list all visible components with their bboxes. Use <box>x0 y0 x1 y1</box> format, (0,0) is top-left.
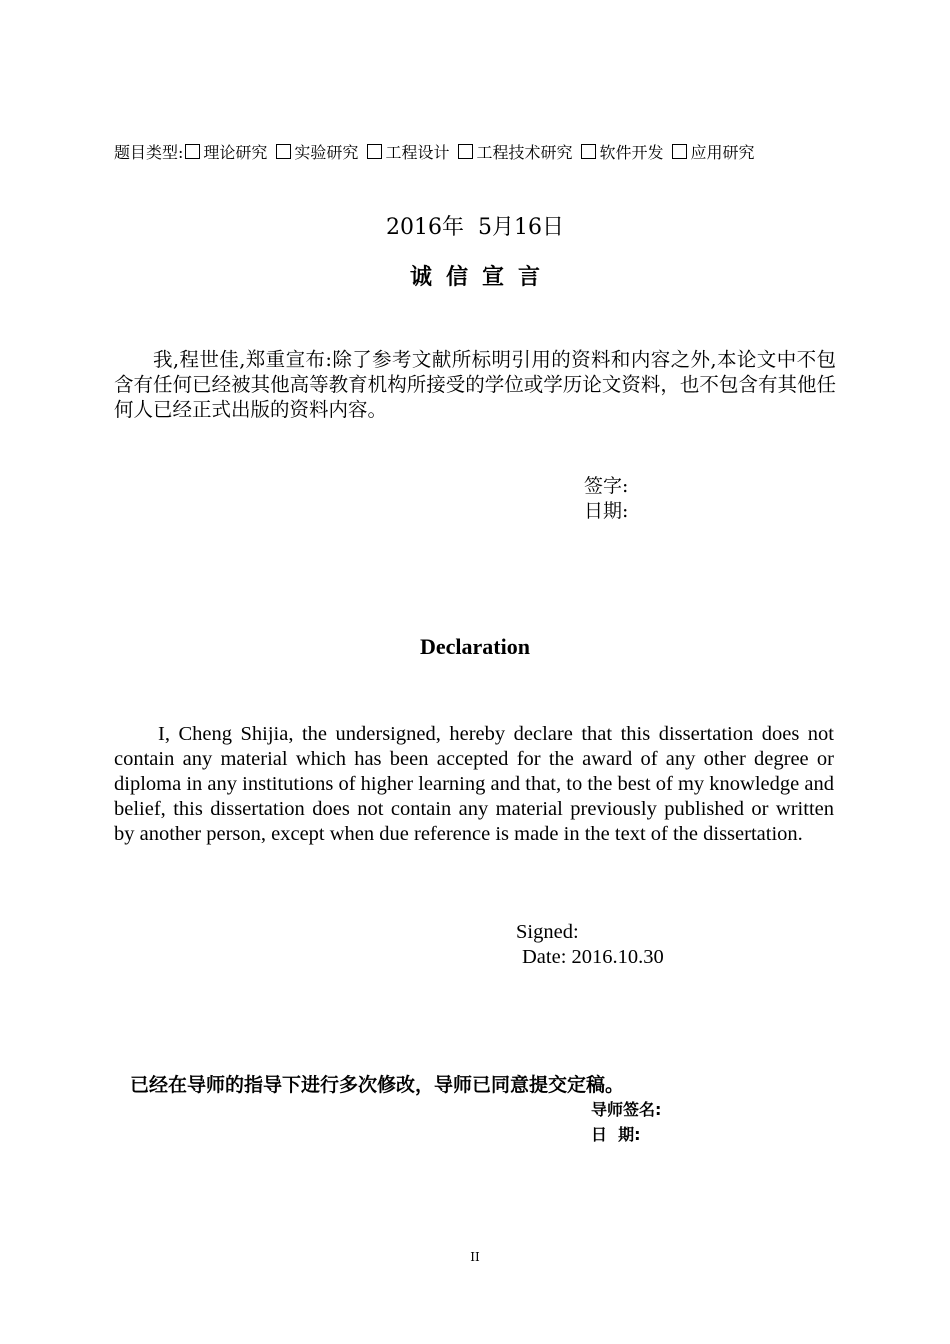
checkbox-icon[interactable] <box>185 144 200 159</box>
topic-type-row <box>114 140 764 163</box>
integrity-paragraph: 我,程世佳,郑重宣布:除了参考文献所标明引用的资料和内容之外,本论文中不包含有任何已经被其他高等教育机构所接受的学位或学历论文资料，也不包含有其他任何人已经正式出版的资料内容。 <box>114 348 836 421</box>
topic-type-label: 题目类型: <box>114 143 184 162</box>
topic-option-experiment[interactable]: 实验研究 <box>276 140 358 163</box>
topic-option-theory[interactable]: 理论研究 <box>185 140 267 163</box>
advisor-note: 已经在导师的指导下进行多次修改，导师已同意提交定稿。 <box>130 1074 625 1096</box>
advisor-signature-label: 导师签名: <box>591 1100 662 1119</box>
topic-option-engineering-tech[interactable]: 工程技术研究 <box>458 140 572 163</box>
topic-option-applied[interactable]: 应用研究 <box>672 140 754 163</box>
declaration-paragraph: I, Cheng Shijia, the undersigned, hereby declare that this dissertation does not contain any material which has been accepted for the award of any other degree or diploma in any institutions of higher learning and that, to the best of my knowledge and belief, this dissertation does not contain any material previously published or written by another person, except when due reference is made in the text of the dissertation. <box>114 723 834 845</box>
submission-date: 2016年 5月16日 <box>386 215 564 240</box>
advisor-date-label: 日 期: <box>591 1125 641 1144</box>
integrity-date-label: 日期: <box>584 500 629 522</box>
checkbox-icon[interactable] <box>367 144 382 159</box>
integrity-title: 诚信宣言 <box>409 265 554 290</box>
integrity-signature-block <box>584 474 628 524</box>
page-number: II <box>470 1250 480 1264</box>
topic-option-engineering-design[interactable]: 工程设计 <box>367 140 449 163</box>
declaration-signed-label: Signed: <box>516 921 579 943</box>
checkbox-icon[interactable] <box>458 144 473 159</box>
checkbox-icon[interactable] <box>276 144 291 159</box>
advisor-signature-block <box>591 1097 661 1147</box>
declaration-title: Declaration <box>420 634 530 659</box>
declaration-date: Date: 2016.10.30 <box>522 946 664 968</box>
checkbox-icon[interactable] <box>581 144 596 159</box>
topic-option-software[interactable]: 软件开发 <box>581 140 663 163</box>
integrity-signature-label: 签字: <box>584 475 629 497</box>
checkbox-icon[interactable] <box>672 144 687 159</box>
